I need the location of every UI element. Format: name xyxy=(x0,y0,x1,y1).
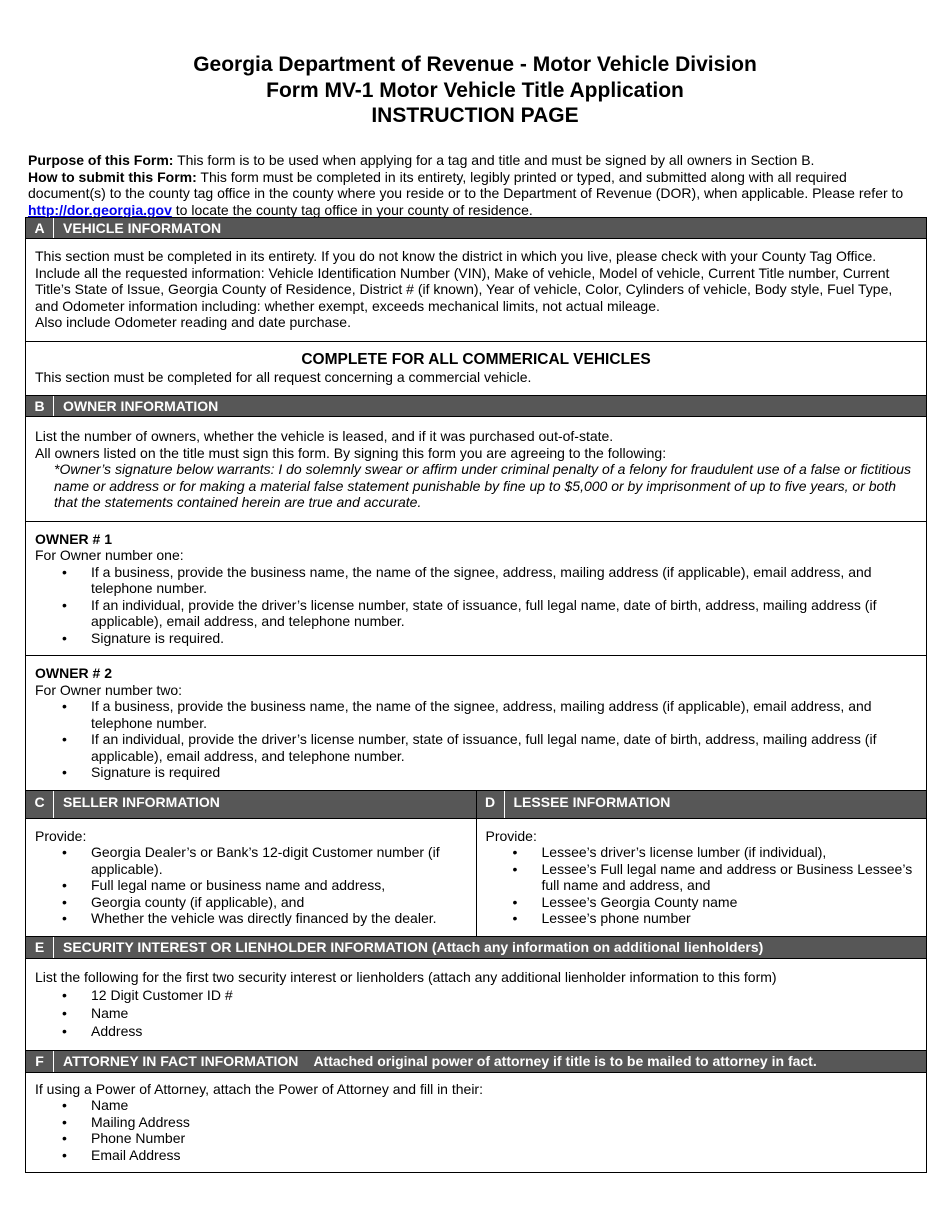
section-d-body xyxy=(477,819,927,936)
section-a-letter: A xyxy=(26,218,54,238)
section-c-letter: C xyxy=(26,791,54,818)
title-line-3: INSTRUCTION PAGE xyxy=(371,104,579,127)
section-c-body xyxy=(26,819,476,936)
owner-2-heading: OWNER # 2 xyxy=(35,665,113,681)
owner-2-list xyxy=(35,698,917,781)
section-b-title: OWNER INFORMATION xyxy=(63,398,219,414)
list-item: • 12 Digit Customer ID # xyxy=(35,986,917,1004)
owner-1-heading: OWNER # 1 xyxy=(35,530,113,547)
section-d-list xyxy=(486,844,918,927)
section-e-letter: E xyxy=(26,937,54,958)
section-e-header xyxy=(26,937,926,959)
list-item: • If a business, provide the business name, the name of the signee, address, mailing address (if applicable), email address, and telephone number. xyxy=(35,698,917,731)
section-c xyxy=(26,791,477,936)
section-b-letter: B xyxy=(26,396,54,416)
page-title xyxy=(0,52,950,129)
purpose-label: Purpose of this Form: xyxy=(28,152,174,168)
owner-warrant-text: *Owner’s signature below warrants: I do solemnly swear or affirm under criminal penalty of a felony for fraudulent use of a false or fictitious name or address or for making a material false statement punishable by fine up to $5,000 or by imprisonment of up to five years, or both that the statements contained herein are true and accurate. xyxy=(54,461,911,510)
list-item: • Lessee’s Georgia County name xyxy=(486,894,918,911)
intro xyxy=(28,152,928,218)
list-item: • Full legal name or business name and address, xyxy=(35,877,467,894)
list-item: • Signature is required xyxy=(35,764,917,781)
owner-1-list xyxy=(35,564,917,647)
owner-2-intro: For Owner number two: xyxy=(35,681,183,698)
list-item: • If an individual, provide the driver’s license number, state of issuance, full legal name, date of birth, address, mailing address (if applicable), email address, and telephone number. xyxy=(35,597,917,630)
section-b-body xyxy=(26,417,926,522)
commercial-text: This section must be completed for all request concerning a commercial vehicle. xyxy=(35,368,532,385)
section-a-body xyxy=(26,239,926,342)
section-e-list xyxy=(35,986,917,1040)
submit-paragraph xyxy=(28,169,928,219)
section-d-title: LESSEE INFORMATION xyxy=(513,793,671,810)
section-e-title: SECURITY INTEREST OR LIENHOLDER INFORMATION (Attach any information on additional lienholders) xyxy=(63,938,764,955)
list-item: • Whether the vehicle was directly financed by the dealer. xyxy=(35,910,467,927)
list-item: • If an individual, provide the driver’s license number, state of issuance, full legal name, date of birth, address, mailing address (if applicable), email address, and telephone number. xyxy=(35,731,917,764)
section-d-header xyxy=(477,791,927,819)
section-a-header xyxy=(26,218,926,239)
submit-text: This form must be completed in its entirety, legibly printed or typed, and submitted along with all required document(s) to the county tag office in the county where you reside or to the Department of Revenue (DOR), when applicable. Please refer to xyxy=(28,168,904,201)
title-line-2: Form MV-1 Motor Vehicle Title Application xyxy=(266,78,684,102)
submit-label: How to submit this Form: xyxy=(28,168,197,185)
section-f-title: ATTORNEY IN FACT INFORMATION Attached original power of attorney if title is to be mailed to attorney in fact. xyxy=(63,1052,817,1069)
section-d-letter: D xyxy=(477,791,505,818)
section-d-intro: Provide: xyxy=(485,827,537,844)
section-a-text: This section must be completed in its entirety. If you do not know the district in which you live, please check with your County Tag Office. Include all the requested information: Vehicle Identification Number (VIN), Make of vehicle, Model of vehicle, Current Title number, Current Title’s State of Issue, Georgia County of Residence, District # (if known), Year of vehicle, Color, Cylinders of vehicle, Body style, Fuel Type, and Odometer information including: whether exempt, exceeds mechanical limits, not actual mileage. xyxy=(35,248,893,314)
list-item: • Georgia Dealer’s or Bank’s 12-digit Customer number (if applicable). xyxy=(35,844,467,877)
list-item: • Lessee’s driver’s license lumber (if individual), xyxy=(486,844,918,861)
owner-warrant xyxy=(35,461,917,511)
section-b-line-2: All owners listed on the title must sign this form. By signing this form you are agreeing to the following: xyxy=(35,444,667,461)
commercial-title: COMPLETE FOR ALL COMMERICAL VEHICLES xyxy=(301,350,651,368)
dor-link[interactable]: http://dor.georgia.gov xyxy=(28,201,172,218)
section-f-letter: F xyxy=(26,1051,54,1072)
list-item: • Lessee’s phone number xyxy=(486,910,918,927)
list-item: • If a business, provide the business name, the name of the signee, address, mailing address (if applicable), email address, and telephone number. xyxy=(35,564,917,597)
after-link-text: to locate the county tag office in your county of residence. xyxy=(171,201,533,218)
section-e-intro: List the following for the first two security interest or lienholders (attach any additional lienholder information to this form) xyxy=(35,968,777,985)
list-item: • Mailing Address xyxy=(35,1114,917,1131)
seller-lessee-row xyxy=(26,791,926,937)
instruction-form xyxy=(25,217,927,1173)
list-item: • Georgia county (if applicable), and xyxy=(35,894,467,911)
section-c-list xyxy=(35,844,467,927)
purpose-paragraph xyxy=(28,152,928,169)
section-b-header xyxy=(26,396,926,417)
section-d xyxy=(477,791,927,936)
list-item: • Signature is required. xyxy=(35,630,917,647)
list-item: • Email Address xyxy=(35,1147,917,1164)
title-line-1: Georgia Department of Revenue - Motor Vehicle Division xyxy=(193,53,757,76)
purpose-text: This form is to be used when applying for a tag and title and must be signed by all owners in Section B. xyxy=(173,152,815,168)
section-c-intro: Provide: xyxy=(35,827,87,844)
owner-2-block xyxy=(26,656,926,791)
list-item: • Address xyxy=(35,1022,917,1040)
section-f-header xyxy=(26,1051,926,1073)
section-a-title: VEHICLE INFORMATON xyxy=(63,220,222,236)
section-c-title: SELLER INFORMATION xyxy=(63,793,220,810)
section-f-list xyxy=(35,1097,917,1163)
owner-1-block xyxy=(26,522,926,657)
commercial-block xyxy=(26,342,926,397)
owner-1-intro: For Owner number one: xyxy=(35,547,184,563)
list-item: • Phone Number xyxy=(35,1130,917,1147)
section-b-line-1: List the number of owners, whether the vehicle is leased, and if it was purchased out-of-state. xyxy=(35,428,614,444)
section-c-header xyxy=(26,791,476,819)
section-f-intro: If using a Power of Attorney, attach the Power of Attorney and fill in their: xyxy=(35,1080,483,1097)
list-item: • Name xyxy=(35,1004,917,1022)
section-f-body xyxy=(26,1073,926,1174)
list-item: • Lessee’s Full legal name and address or Business Lessee’s full name and address, and xyxy=(486,861,918,894)
section-e-body xyxy=(26,959,926,1051)
section-a-text-2: Also include Odometer reading and date purchase. xyxy=(35,314,351,330)
list-item: • Name xyxy=(35,1097,917,1114)
